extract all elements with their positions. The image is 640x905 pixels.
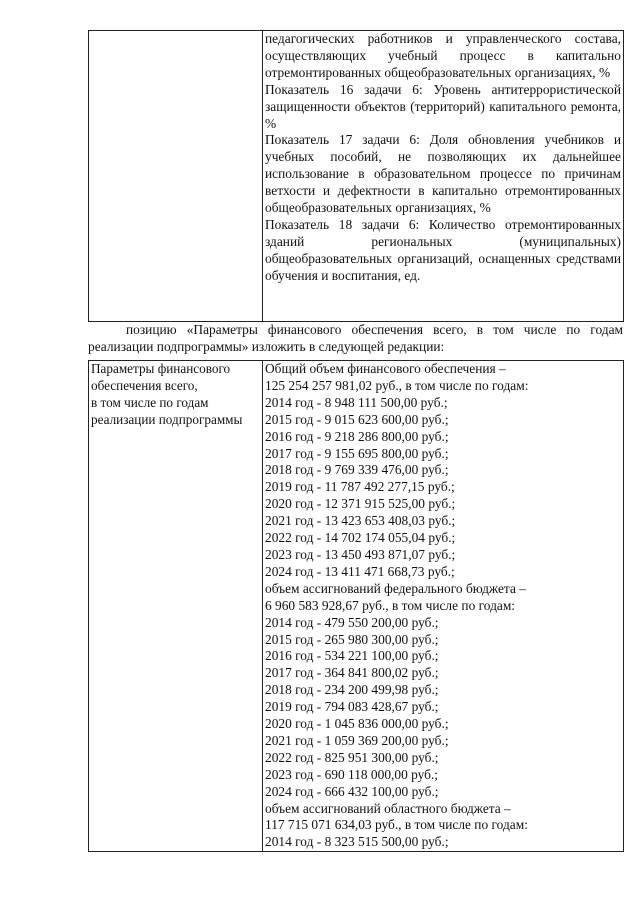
intro-line: реализации подпрограммы» изложить в следующей редакции: [88, 338, 445, 354]
financing-line: 2022 год - 825 951 300,00 руб.; [265, 749, 439, 765]
financing-line: 2014 год - 8 948 111 500,00 руб.; [265, 394, 448, 410]
table-row [89, 361, 624, 852]
financing-line: 2020 год - 12 371 915 525,00 руб.; [265, 496, 456, 512]
intro-paragraph [88, 322, 623, 356]
parameter-label: обеспечения всего, [91, 377, 198, 393]
financing-line: 2015 год - 265 980 300,00 руб.; [265, 631, 439, 647]
financing-line: 2019 год - 11 787 492 277,15 руб.; [265, 479, 455, 495]
financing-line: 2019 год - 794 083 428,67 руб.; [265, 699, 439, 715]
table-row [89, 31, 624, 322]
financing-values-cell [263, 361, 624, 852]
financing-line: 2014 год - 8 323 515 500,00 руб.; [265, 834, 449, 850]
financing-line: 2024 год - 13 411 471 668,73 руб.; [265, 563, 455, 579]
financing-line: 2023 год - 690 118 000,00 руб.; [265, 766, 439, 782]
financing-line: объем ассигнований областного бюджета – [265, 800, 511, 816]
financing-line: 2016 год - 9 218 286 800,00 руб.; [265, 428, 449, 444]
indicators-cell [263, 31, 624, 322]
financing-line: 2018 год - 9 769 339 476,00 руб.; [265, 462, 449, 478]
intro-line: позицию «Параметры финансового обеспечения всего, в том числе по годам [126, 322, 623, 337]
financing-line: 6 960 583 928,67 руб., в том числе по годам: [265, 597, 516, 613]
financing-line: 117 715 071 634,03 руб., в том числе по годам: [265, 817, 528, 833]
financing-line: 2023 год - 13 450 493 871,07 руб.; [265, 546, 456, 562]
financing-line: 2020 год - 1 045 836 000,00 руб.; [265, 716, 449, 732]
parameter-label: Параметры финансового [91, 361, 231, 376]
parameter-label: в том числе по годам [91, 394, 209, 410]
financing-line: 2022 год - 14 702 174 055,04 руб.; [265, 530, 456, 546]
financing-line: 2021 год - 13 423 653 408,03 руб.; [265, 513, 456, 529]
indicator-paragraph: Показатель 17 задачи 6: Доля обновления учебников и учебных пособий, не позволяющих их дальнейшее использование в образовательном процессе по причинам ветхости и дефектности в капитально отремонтированных общеобразовательных организациях, % [265, 132, 621, 216]
financing-line: объем ассигнований федерального бюджета – [265, 580, 526, 596]
financing-line: 2024 год - 666 432 100,00 руб.; [265, 783, 439, 799]
empty-cell [89, 31, 263, 322]
indicator-paragraph: педагогических работников и управленческого состава, осуществляющих учебный процесс в капитально отремонтированных общеобразовательных организациях, % [265, 31, 621, 80]
parameter-label: реализации подпрограммы [91, 411, 243, 427]
indicator-paragraph: Показатель 18 задачи 6: Количество отремонтированных зданий региональных (муниципальных) общеобразовательных организаций, оснащенных средствами обучения и воспитания, ед. [265, 216, 621, 283]
financing-line: 2017 год - 9 155 695 800,00 руб.; [265, 445, 449, 461]
financing-line: 125 254 257 981,02 руб., в том числе по годам: [265, 377, 529, 393]
financing-line: 2017 год - 364 841 800,02 руб.; [265, 665, 439, 681]
indicators-table [88, 30, 624, 322]
financing-line: 2018 год - 234 200 499,98 руб.; [265, 682, 439, 698]
financing-line: 2016 год - 534 221 100,00 руб.; [265, 648, 439, 664]
financing-line: 2014 год - 479 550 200,00 руб.; [265, 614, 439, 630]
financing-table [88, 360, 624, 852]
financing-line: 2015 год - 9 015 623 600,00 руб.; [265, 411, 449, 427]
indicator-paragraph: Показатель 16 задачи 6: Уровень антитеррористической защищенности объектов (территорий) капитального ремонта, % [265, 81, 621, 131]
parameter-name-cell [89, 361, 263, 852]
financing-line: Общий объем финансового обеспечения – [265, 361, 506, 376]
financing-line: 2021 год - 1 059 369 200,00 руб.; [265, 732, 449, 748]
